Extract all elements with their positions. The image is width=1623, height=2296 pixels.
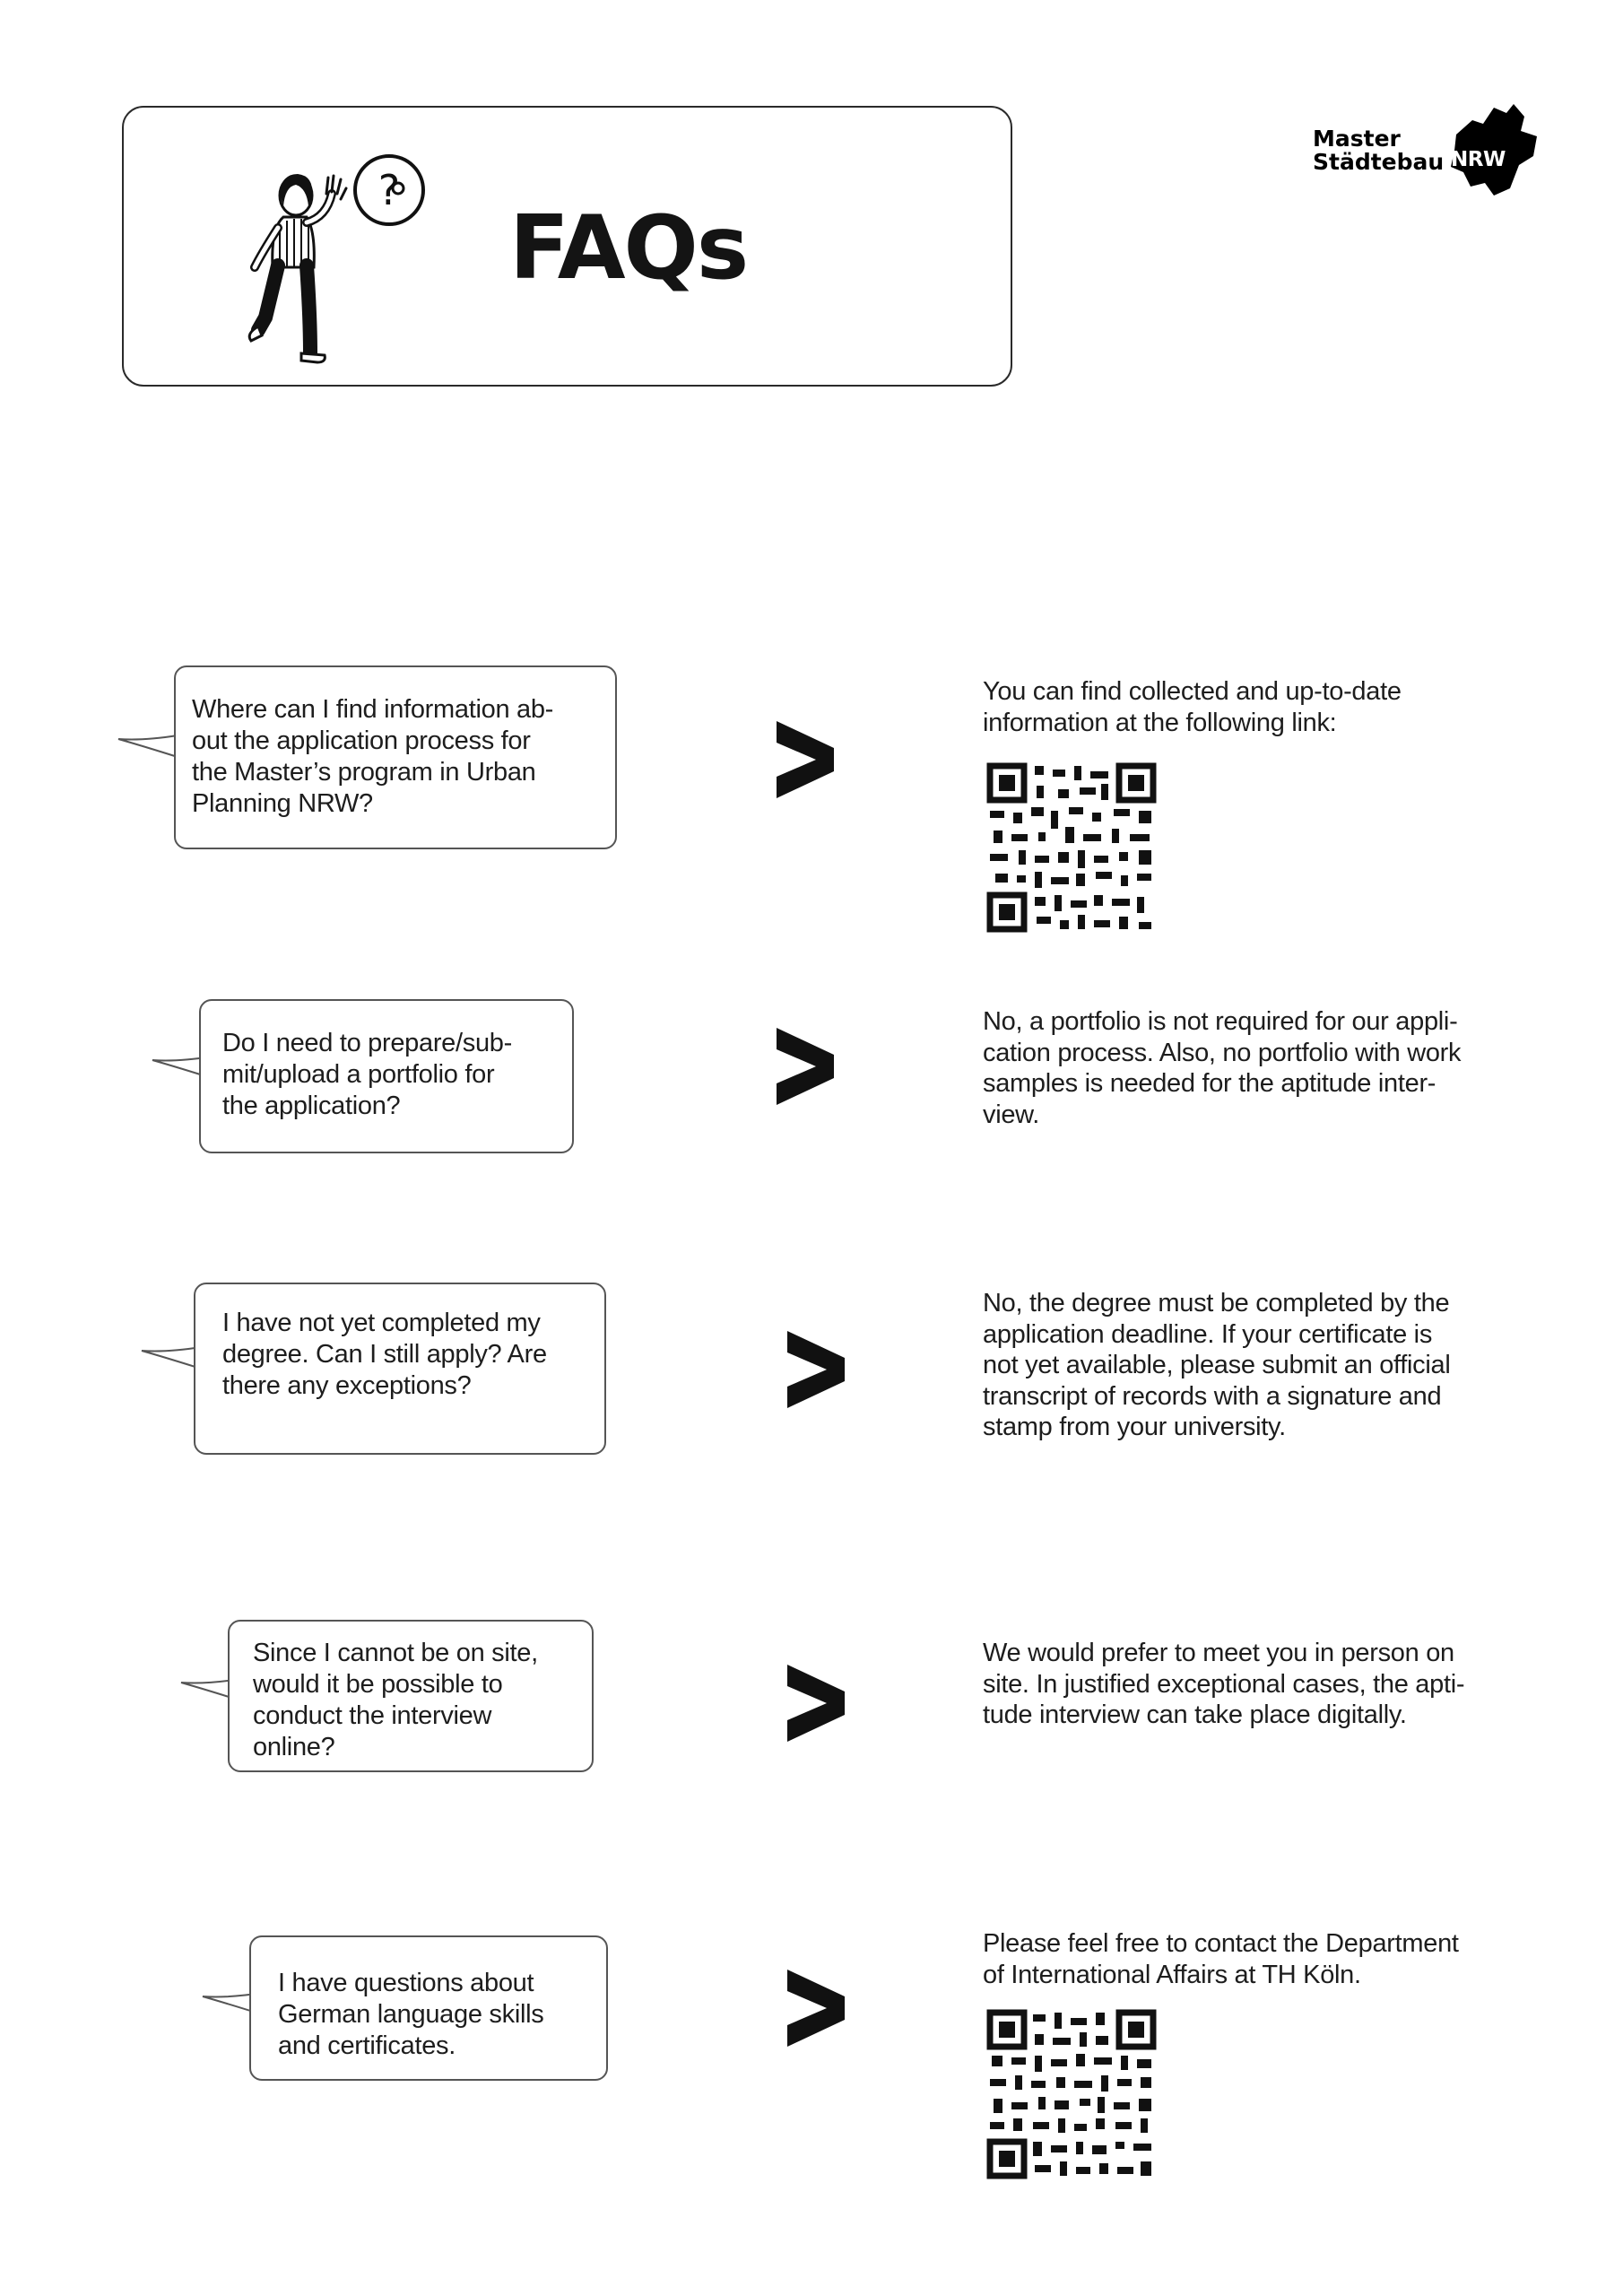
svg-text:?: ? xyxy=(378,166,401,214)
question-text: Since I cannot be on site, would it be possible to conduct the interview online? xyxy=(253,1639,538,1761)
logo-text xyxy=(1313,127,1444,174)
speech-bubble-tail xyxy=(117,734,179,770)
chevron-right-icon xyxy=(787,1665,845,1742)
chevron-right-icon xyxy=(787,1970,845,2047)
answer-text: We would prefer to meet you in person on site. In justified exceptional cases, the apti- tude interview can take place digitally. xyxy=(983,1639,1465,1729)
chevron-right-icon xyxy=(787,1331,845,1408)
page-title: FAQs xyxy=(509,197,748,300)
chevron-right-icon xyxy=(777,721,834,798)
answer-text: No, the degree must be completed by the application deadline. If your certificate is not yet available, please submit an official transcript of records with a signature and stamp from your university. xyxy=(983,1289,1451,1441)
master-staedtebau-nrw-logo xyxy=(1313,100,1546,199)
question-text: Where can I find information ab- out the application process for the Master’s program in Urban Planning NRW? xyxy=(192,695,554,818)
question-text: Do I need to prepare/sub- mit/upload a portfolio for the application? xyxy=(222,1029,512,1120)
answer-text: No, a portfolio is not required for our appli- cation process. Also, no portfolio with work samples is needed for the aptitude inter- view. xyxy=(983,1007,1462,1129)
logo-line-staedtebau: Städtebau xyxy=(1313,149,1445,175)
qr-code-icon xyxy=(986,762,1157,933)
qr-code-icon xyxy=(986,2009,1157,2179)
header-box xyxy=(122,106,1012,387)
question-text: I have not yet completed my degree. Can I still apply? Are there any exceptions? xyxy=(222,1309,547,1400)
logo-line-master: Master xyxy=(1313,126,1401,152)
logo-nrw-badge: NRW xyxy=(1451,148,1506,171)
answer-text: You can find collected and up-to-date information at the following link: xyxy=(983,677,1402,737)
answer-text: Please feel free to contact the Department of International Affairs at TH Köln. xyxy=(983,1929,1459,1989)
chevron-right-icon xyxy=(777,1028,834,1105)
question-text: I have questions about German language skills and certificates. xyxy=(278,1969,544,2060)
question-mark-icon xyxy=(352,152,427,228)
person-waving-illustration xyxy=(195,142,482,375)
